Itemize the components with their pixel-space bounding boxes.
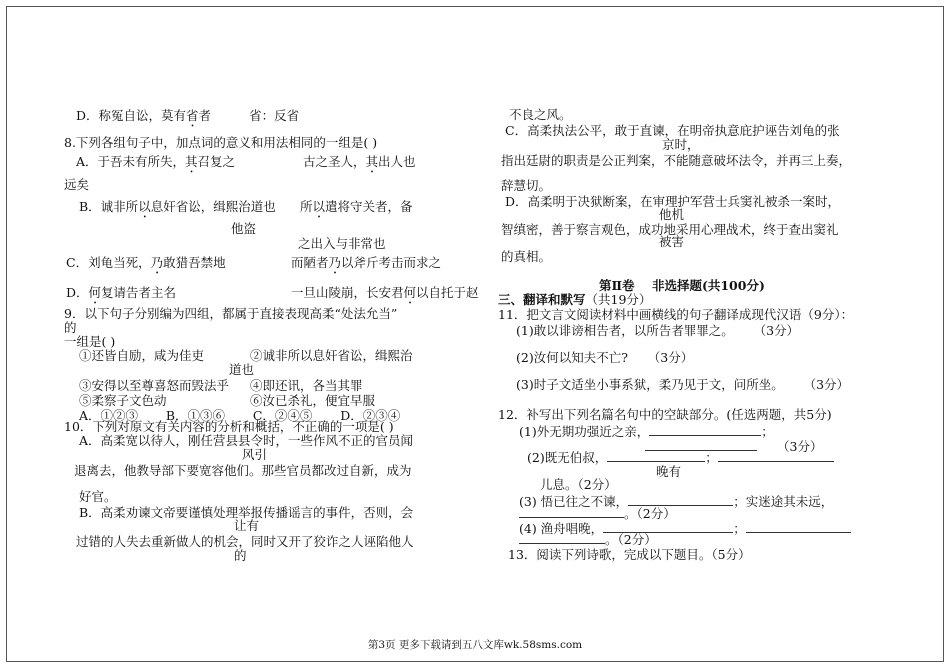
q10-option-c-cont2: 指出廷尉的职责是公正判案，不能随意破坏法令，并再三上奏， — [501, 153, 852, 168]
q10-option-a-cont: 风引 — [242, 447, 268, 462]
part2-title: 第Ⅱ卷 非选择题(共100分) — [599, 278, 765, 293]
q8-title: 8.下列各组句子中，加点词的意义和用法相同的一组是( ) — [64, 135, 378, 150]
q8-option-d: D．何复请告者主名 — [66, 285, 177, 300]
q8-option-a-cont: 远矣 — [64, 177, 90, 192]
q10-option-b-cont2: 过错的人失去重新做人的机会，同时又开了狡诈之人诬陷他人 — [76, 534, 414, 549]
q8-option-c-right: 而陋者乃以斧斤考击而求之 — [291, 255, 442, 270]
q10-option-a-cont3: 好官。 — [79, 489, 117, 504]
q12-item-3: (3) 悟已往之不谏， ；实迷途其未远， — [519, 494, 834, 509]
section3-title: 三、翻译和默写（共19分） — [498, 292, 652, 307]
q12-item-2-cont2: 儿息。（2分） — [540, 477, 617, 492]
q9-title: 9．以下句子分别编为四组，都属于直接表现高柔“处法允当” — [64, 306, 398, 321]
q10-title: 10．下列对原文有关内容的分析和概括，不正确的一项是( ) — [64, 419, 394, 434]
q9-item-3: ③安得以至尊喜怒而毁法乎 — [79, 378, 230, 393]
q8-option-d-right: 一旦山陵崩，长安君何以自托于赵 — [291, 285, 479, 300]
q10-option-d-cont4: 的真相。 — [501, 249, 552, 264]
q10-option-b-cont: 让有 — [234, 518, 260, 533]
q9-item-6: ⑥汝已杀礼，便宜早服 — [250, 393, 376, 408]
q10-option-c-cont: 京时， — [662, 137, 700, 152]
q12-item-2-cont: 晚有 — [656, 464, 682, 479]
q9-item-4: ④即还讯，各当其罪 — [250, 378, 363, 393]
q9-item-2-cont: 道也 — [229, 362, 255, 377]
page-border — [6, 6, 944, 662]
q13-title: 13．阅读下列诗歌，完成以下题目。（5分） — [508, 547, 751, 562]
q10-option-a-cont2: 退离去，他教导部下要宽容他们。那些官员都改过自新，成为 — [74, 463, 412, 478]
q10-option-d-cont3: 被害 — [659, 234, 685, 249]
q12-3-blank-2[interactable] — [519, 505, 624, 518]
r-line-1: 不良之风。 — [509, 107, 572, 122]
q8-option-b-cont: 他盗 — [231, 221, 257, 236]
q9-title-cont2: 一组是( ) — [64, 334, 116, 349]
q11-item-2: (2)汝何以知夫不亡? （3分） — [516, 350, 694, 365]
q12-title: 12．补写出下列名篇名句中的空缺部分。(任选两题，共5分) — [498, 407, 832, 422]
q9-item-1: ①还皆自励，咸为佳吏 — [79, 348, 205, 363]
page-footer: 第3页 更多下载请到五八文库wk.58sms.com — [367, 639, 583, 651]
q11-item-3: (3)时子文适坐小事系狱，柔乃见于文，问所坐。 （3分） — [516, 377, 850, 392]
q10-option-d-cont: 他机 — [659, 207, 685, 222]
q10-option-c-cont3: 辞慧切。 — [501, 178, 552, 193]
q12-1-blank-1[interactable] — [649, 423, 761, 436]
q8-option-a-right: 古之圣人，其出人也 — [303, 154, 416, 169]
q8-option-b-cont2: 之出入与非常也 — [298, 236, 386, 251]
q12-2-blank-1[interactable] — [607, 449, 705, 462]
q10-option-b-cont3: 的 — [234, 548, 247, 563]
q12-item-4: (4) 渔舟唱晚， ； — [519, 520, 851, 537]
q10-option-d-cont2: 智缜密，善于察言观色，成功地采用心理战术，终于查出窦礼 — [501, 222, 839, 237]
q8-option-b: B．诚非所以息奸省讼，缉熙治道也 — [79, 199, 276, 214]
q9-item-5: ⑤柔察子文色动 — [79, 393, 167, 408]
q7-option-d: D．称冤自讼，莫有省者 省：反省 — [76, 108, 300, 123]
q12-item-2: (2)既无伯叔， ； — [527, 449, 834, 466]
q10-option-c: C．高柔执法公平，敢于直谏，在明帝执意庇护诬告刘龟的张 — [505, 123, 840, 138]
q11-title: 11．把文言文阅读材料中画横线的句子翻译成现代汉语（9分）： — [498, 307, 854, 322]
q11-item-1: (1)敢以诽谤相告者，以所告者罪罪之。 （3分） — [516, 323, 800, 338]
q12-item-1: (1)外无期功强近之亲， ； — [519, 424, 774, 439]
q8-option-b-right: 所以遣将守关者，备 — [300, 199, 413, 214]
q12-2-blank-2[interactable] — [718, 449, 834, 462]
q12-4-blank-3[interactable] — [519, 531, 605, 544]
q10-option-b: B．高柔劝谏文帝要谨慎处理举报传播谣言的事件，否则，会 — [79, 505, 414, 520]
q8-option-c: C．刘龟当死，乃敢猎吾禁地 — [66, 255, 226, 270]
q9-item-2: ②诚非所以息奸省讼，缉熙治 — [250, 348, 413, 363]
q12-item-3-cont: 。（2分） — [519, 505, 676, 522]
q10-option-a: A．高柔宽以待人，刚任营县县令时，一些作风不正的官员闻 — [79, 433, 414, 448]
q12-item-1-cont: （3分） — [519, 438, 822, 455]
q12-4-blank-2[interactable] — [746, 520, 851, 533]
q9-choices: A．①②③ B．①③⑥ C．②④⑤ D．②③④ — [79, 408, 401, 423]
q9-title-cont: 的 — [64, 320, 77, 335]
q12-item-4-cont: 。（2分） — [519, 531, 657, 548]
q10-option-d: D．高柔明于决狱断案，在审理护军营士兵窦礼被杀一案时， — [505, 194, 841, 209]
q8-option-a: A．于吾未有所失，其召复之 — [76, 154, 236, 169]
